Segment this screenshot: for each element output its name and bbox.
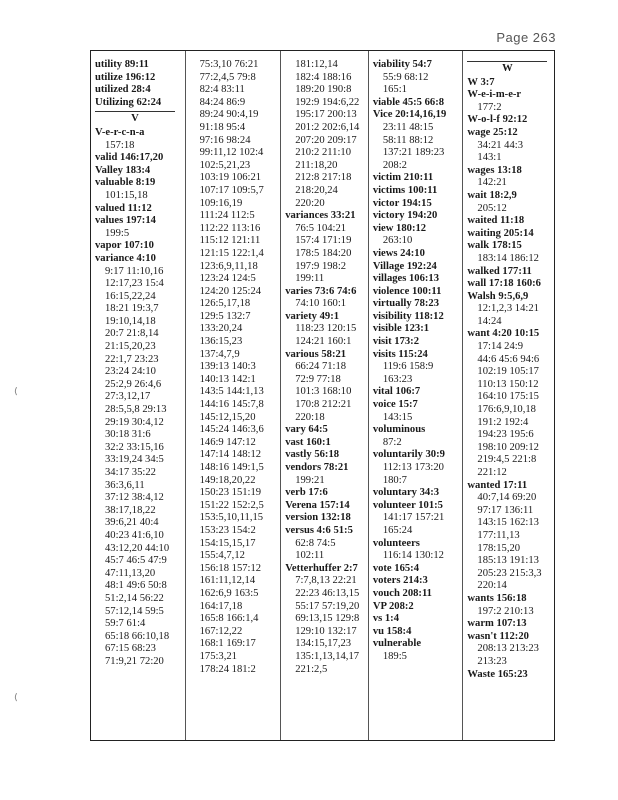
index-page-refs: 189:20 190:8 bbox=[295, 84, 352, 96]
index-page-refs: 137:4,7,9 bbox=[199, 348, 240, 360]
index-page-refs: 181:12,14 bbox=[295, 59, 338, 70]
index-page-refs: 91:18 95:4 bbox=[199, 121, 246, 133]
index-page-refs: 177:2 bbox=[477, 101, 502, 113]
index-page-refs: 14:24 bbox=[477, 315, 502, 327]
index-page-refs: 124:21 160:1 bbox=[295, 336, 352, 348]
index-term-entry: verb 17:6 bbox=[285, 487, 328, 499]
index-page-refs: 194:23 195:6 bbox=[477, 429, 534, 441]
index-page-refs: 115:12 121:11 bbox=[199, 235, 261, 247]
index-page-refs: 22:23 46:13,15 bbox=[295, 587, 360, 599]
index-page-refs: 163:23 bbox=[382, 373, 413, 385]
index-page-refs: 37:12 38:4,12 bbox=[105, 492, 164, 504]
index-page-refs: 199:21 bbox=[295, 474, 325, 486]
index-page-refs: 191:2 192:4 bbox=[477, 416, 529, 428]
section-letter-heading: W bbox=[467, 61, 547, 76]
index-page-refs: 143:1 bbox=[477, 152, 502, 164]
index-page-refs: 178:24 181:2 bbox=[199, 663, 256, 675]
index-page-refs: 23:24 24:10 bbox=[105, 366, 156, 378]
index-page-refs: 75:3,10 76:21 bbox=[199, 59, 259, 70]
index-term-entry: volunteer 101:5 bbox=[372, 499, 443, 511]
index-term-entry: visit 173:2 bbox=[372, 336, 420, 348]
index-page-refs: 39:6,21 40:4 bbox=[105, 517, 159, 529]
index-term-entry: vast 160:1 bbox=[285, 436, 331, 448]
index-term-entry: variances 33:21 bbox=[285, 210, 356, 222]
index-term-entry: violence 100:11 bbox=[372, 285, 442, 297]
index-column-1 bbox=[91, 51, 185, 740]
index-page-refs: 47:11,13,20 bbox=[105, 567, 156, 579]
index-page-refs: 34:21 44:3 bbox=[477, 139, 524, 151]
index-page-refs: 57:12,14 59:5 bbox=[105, 605, 164, 617]
index-term-entry: wages 13:18 bbox=[467, 164, 522, 176]
index-page-refs: 58:11 88:12 bbox=[382, 134, 434, 146]
index-term-entry: wasn't 112:20 bbox=[467, 630, 529, 642]
index-term-entry: valued 11:12 bbox=[95, 202, 152, 214]
index-page-refs: 180:7 bbox=[382, 474, 407, 486]
index-term-entry: Walsh 9:5,6,9 bbox=[467, 290, 529, 302]
index-term-entry: volunteers bbox=[372, 537, 420, 549]
index-page-refs: 102:11 bbox=[295, 550, 325, 562]
index-term-entry: utilized 28:4 bbox=[95, 84, 151, 96]
index-page-refs: 157:18 bbox=[105, 139, 135, 151]
index-term-entry: wants 156:18 bbox=[467, 592, 527, 604]
index-column-4 bbox=[368, 51, 463, 740]
index-page-refs: 201:2 202:6,14 bbox=[295, 121, 360, 133]
index-page-refs: 205:23 215:3,3 bbox=[477, 567, 542, 579]
index-page-refs: 67:15 68:23 bbox=[105, 643, 156, 655]
index-page-refs: 99:11,12 102:4 bbox=[199, 147, 264, 159]
index-page-refs: 121:15 122:1,4 bbox=[199, 247, 264, 259]
index-page-refs: 72:9 77:18 bbox=[295, 373, 341, 385]
index-term-entry: W 3:7 bbox=[467, 76, 495, 88]
index-page-refs: 48:1 49:6 50:8 bbox=[105, 580, 167, 592]
index-page-refs: 148:16 149:1,5 bbox=[199, 462, 264, 473]
index-page-refs: 77:2,4,5 79:8 bbox=[199, 71, 256, 83]
index-term-entry: waiting 205:14 bbox=[467, 227, 534, 239]
index-page-refs: 55:17 57:19,20 bbox=[295, 600, 360, 612]
index-page-refs: 220:20 bbox=[295, 197, 325, 209]
index-term-entry: V-e-r-c-n-a bbox=[95, 126, 145, 138]
index-page-refs: 16:15,22,24 bbox=[105, 290, 156, 302]
index-page-refs: 27:3,12,17 bbox=[105, 391, 151, 403]
index-page-refs: 40:7,14 69:20 bbox=[477, 492, 537, 504]
index-term-entry: villages 106:13 bbox=[372, 273, 440, 285]
index-page-refs: 135:1,13,14,17 bbox=[295, 650, 360, 662]
index-term-entry: vary 64:5 bbox=[285, 424, 328, 436]
index-term-entry: varies 73:6 74:6 bbox=[285, 285, 357, 297]
index-term-entry: VP 208:2 bbox=[372, 600, 414, 612]
index-term-entry: voluntary 34:3 bbox=[372, 487, 440, 499]
index-page-refs: 101:3 168:10 bbox=[295, 386, 352, 398]
index-page-refs: 109:16,19 bbox=[199, 197, 243, 209]
index-term-entry: vs 1:4 bbox=[372, 613, 400, 625]
index-term-entry: voters 214:3 bbox=[372, 575, 428, 587]
index-term-entry: versus 4:6 51:5 bbox=[285, 524, 353, 536]
index-page-refs: 36:3,6,11 bbox=[105, 479, 145, 491]
index-term-entry: want 4:20 10:15 bbox=[467, 328, 540, 340]
index-term-entry: W-o-l-f 92:12 bbox=[467, 114, 528, 126]
index-page-refs: 9:17 11:10,16 bbox=[105, 265, 164, 277]
index-page-refs: 199:5 bbox=[105, 227, 130, 239]
index-term-entry: wage 25:12 bbox=[467, 126, 518, 138]
index-page-refs: 21:15,20,23 bbox=[105, 341, 156, 353]
index-page-refs: 112:22 113:16 bbox=[199, 222, 261, 234]
index-page-refs: 136:15,23 bbox=[199, 336, 243, 348]
index-page-refs: 71:9,21 72:20 bbox=[105, 655, 164, 667]
index-page-refs: 123:6,9,11,18 bbox=[199, 260, 258, 272]
index-column-3 bbox=[280, 51, 368, 740]
index-page-refs: 146:9 147:12 bbox=[199, 436, 256, 448]
index-page-refs: 126:5,17,18 bbox=[199, 298, 251, 310]
index-page-refs: 111:24 112:5 bbox=[199, 210, 255, 222]
index-page-refs: 142:21 bbox=[477, 177, 507, 189]
index-page-refs: 12:1,2,3 14:21 bbox=[477, 303, 539, 315]
index-page-refs: 165:1 bbox=[382, 84, 407, 96]
index-page-refs: 12:17,23 15:4 bbox=[105, 278, 164, 290]
index-page-refs: 213:23 bbox=[477, 655, 507, 667]
index-page-refs: 102:19 105:17 bbox=[477, 366, 539, 378]
index-term-entry: waited 11:18 bbox=[467, 215, 525, 227]
index-page-refs: 32:2 33:15,16 bbox=[105, 441, 164, 453]
index-term-entry: voluntarily 30:9 bbox=[372, 449, 445, 461]
index-page-refs: 153:23 154:2 bbox=[199, 524, 256, 536]
page-number: Page 263 bbox=[496, 30, 556, 45]
index-page-refs: 164:10 175:15 bbox=[477, 391, 539, 403]
index-page-refs: 118:23 120:15 bbox=[295, 323, 357, 335]
index-term-entry: voice 15:7 bbox=[372, 399, 418, 411]
index-term-entry: vouch 208:11 bbox=[372, 587, 432, 599]
index-page-refs: 87:2 bbox=[382, 436, 402, 448]
index-page-refs: 129:5 132:7 bbox=[199, 310, 251, 322]
index-page-refs: 101:15,18 bbox=[105, 189, 148, 201]
index-term-entry: Utilizing 62:24 bbox=[95, 96, 162, 108]
index-term-entry: W-e-i-m-e-r bbox=[467, 89, 522, 101]
index-term-entry: wait 18:2,9 bbox=[467, 189, 517, 201]
index-page-refs: 62:8 74:5 bbox=[295, 537, 336, 549]
index-page-refs: 207:20 209:17 bbox=[295, 134, 357, 146]
index-page-refs: 33:19,24 34:5 bbox=[105, 454, 164, 466]
index-page-refs: 221:12 bbox=[477, 467, 507, 478]
index-page-refs: 221:2,5 bbox=[295, 663, 328, 675]
index-page-refs: 143:5 144:1,13 bbox=[199, 386, 264, 398]
index-page-refs: 178:5 184:20 bbox=[295, 247, 352, 259]
index-page-refs: 220:14 bbox=[477, 580, 507, 592]
index-term-entry: visits 115:24 bbox=[372, 348, 428, 360]
index-page-refs: 84:24 86:9 bbox=[199, 96, 246, 108]
index-term-entry: vote 165:4 bbox=[372, 562, 419, 574]
index-term-entry: Waste 165:23 bbox=[467, 668, 528, 680]
index-page-refs: 139:13 140:3 bbox=[199, 361, 256, 373]
index-term-entry: virtually 78:23 bbox=[372, 298, 440, 310]
index-page-refs: 76:5 104:21 bbox=[295, 222, 347, 234]
index-page-refs: 40:23 41:6,10 bbox=[105, 529, 164, 541]
index-page-refs: 192:9 194:6,22 bbox=[295, 96, 360, 108]
index-page-refs: 43:12,20 44:10 bbox=[105, 542, 170, 554]
index-term-entry: victory 194:20 bbox=[372, 210, 438, 222]
index-page-refs: 23:11 48:15 bbox=[382, 121, 434, 133]
index-page-refs: 134:15,17,23 bbox=[295, 638, 352, 650]
index-page-refs: 165:8 166:1,4 bbox=[199, 613, 259, 625]
index-page-refs: 97:16 98:24 bbox=[199, 134, 251, 146]
index-term-entry: visible 123:1 bbox=[372, 323, 430, 335]
index-page-refs: 219:4,5 221:8 bbox=[477, 454, 537, 466]
index-term-entry: variety 49:1 bbox=[285, 310, 340, 322]
index-page-refs: 210:2 211:10 bbox=[295, 147, 352, 159]
index-page-refs: 185:13 191:13 bbox=[477, 555, 539, 567]
index-term-entry: Valley 183:4 bbox=[95, 164, 151, 176]
index-page-refs: 208:13 213:23 bbox=[477, 643, 539, 655]
index-page-refs: 97:17 136:11 bbox=[477, 504, 534, 516]
index-page-refs: 112:13 173:20 bbox=[382, 462, 444, 473]
index-term-entry: various 58:21 bbox=[285, 348, 347, 360]
index-page-refs: 34:17 35:22 bbox=[105, 467, 156, 478]
index-table bbox=[90, 50, 555, 741]
index-page-refs: 147:14 148:12 bbox=[199, 449, 262, 461]
index-page-refs: 195:17 200:13 bbox=[295, 109, 357, 121]
index-term-entry: victims 100:11 bbox=[372, 184, 438, 196]
index-page-refs: 103:19 106:21 bbox=[199, 172, 262, 184]
index-page-refs: 162:6,9 163:5 bbox=[199, 587, 259, 599]
index-page-refs: 129:10 132:17 bbox=[295, 625, 357, 637]
index-page-refs: 211:18,20 bbox=[295, 159, 338, 171]
index-page-refs: 140:13 142:1 bbox=[199, 373, 256, 385]
index-column-2 bbox=[185, 51, 281, 740]
index-term-entry: Vetterhuffer 2:7 bbox=[285, 562, 358, 574]
index-page-refs: 17:14 24:9 bbox=[477, 341, 524, 353]
index-term-entry: wanted 17:11 bbox=[467, 479, 528, 491]
index-page-refs: 175:3,21 bbox=[199, 650, 237, 662]
index-page-refs: 198:10 209:12 bbox=[477, 441, 539, 453]
index-page-refs: 66:24 71:18 bbox=[295, 361, 347, 373]
index-term-entry: variance 4:10 bbox=[95, 252, 156, 264]
margin-mark: ⟨ bbox=[14, 386, 18, 396]
index-page-refs: 164:17,18 bbox=[199, 600, 243, 612]
index-page-refs: 176:6,9,10,18 bbox=[477, 404, 536, 416]
index-page-refs: 102:5,21,23 bbox=[199, 159, 251, 171]
index-page-refs: 177:11,13 bbox=[477, 529, 520, 541]
index-page-refs: 69:13,15 129:8 bbox=[295, 613, 360, 625]
index-term-entry: voluminous bbox=[372, 424, 426, 436]
index-page-refs: 7:7,8,13 22:21 bbox=[295, 575, 357, 587]
index-page-refs: 151:22 152:2,5 bbox=[199, 499, 264, 511]
index-term-entry: valid 146:17,20 bbox=[95, 152, 164, 164]
index-page-refs: 45:7 46:5 47:9 bbox=[105, 555, 167, 567]
index-term-entry: utilize 196:12 bbox=[95, 71, 156, 83]
index-page-refs: 144:16 145:7,8 bbox=[199, 399, 264, 411]
index-term-entry: victim 210:11 bbox=[372, 172, 434, 184]
index-page-refs: 155:4,7,12 bbox=[199, 550, 245, 562]
index-term-entry: utility 89:11 bbox=[95, 59, 149, 70]
index-term-entry: vapor 107:10 bbox=[95, 240, 154, 252]
index-page-refs: 218:20,24 bbox=[295, 184, 338, 196]
index-term-entry: walk 178:15 bbox=[467, 240, 522, 252]
index-page-refs: 107:17 109:5,7 bbox=[199, 184, 264, 196]
index-term-entry: victor 194:15 bbox=[372, 197, 432, 209]
index-page-refs: 199:11 bbox=[295, 273, 325, 285]
index-page-refs: 65:18 66:10,18 bbox=[105, 630, 170, 642]
section-letter-heading: V bbox=[95, 111, 175, 126]
index-term-entry: view 180:12 bbox=[372, 222, 427, 234]
index-page-refs: 133:20,24 bbox=[199, 323, 243, 335]
index-term-entry: values 197:14 bbox=[95, 215, 156, 227]
index-term-entry: vu 158:4 bbox=[372, 625, 412, 637]
index-page-refs: 25:2,9 26:4,6 bbox=[105, 378, 162, 390]
index-term-entry: walked 177:11 bbox=[467, 265, 532, 277]
index-page-refs: 197:2 210:13 bbox=[477, 605, 534, 617]
index-page-refs: 263:10 bbox=[382, 235, 413, 247]
index-term-entry: viable 45:5 66:8 bbox=[372, 96, 445, 108]
index-page-refs: 197:9 198:2 bbox=[295, 260, 347, 272]
index-page-refs: 119:6 158:9 bbox=[382, 361, 434, 373]
index-term-entry: Verena 157:14 bbox=[285, 499, 350, 511]
index-term-entry: vastly 56:18 bbox=[285, 449, 340, 461]
index-term-entry: valuable 8:19 bbox=[95, 177, 156, 189]
index-term-entry: visibility 118:12 bbox=[372, 310, 444, 322]
index-page-refs: 170:8 212:21 bbox=[295, 399, 352, 411]
index-page-refs: 137:21 189:23 bbox=[382, 147, 445, 159]
index-page-refs: 220:18 bbox=[295, 411, 325, 423]
index-page-refs: 30:18 31:6 bbox=[105, 429, 151, 441]
index-page-refs: 19:10,14,18 bbox=[105, 315, 156, 327]
index-page-refs: 154:15,15,17 bbox=[199, 537, 256, 549]
index-page-refs: 44:6 45:6 94:6 bbox=[477, 353, 540, 365]
index-term-entry: Village 192:24 bbox=[372, 260, 437, 272]
index-page-refs: 74:10 160:1 bbox=[295, 298, 347, 310]
index-page-refs: 116:14 130:12 bbox=[382, 550, 444, 562]
index-term-entry: viability 54:7 bbox=[372, 59, 432, 70]
index-page-refs: 183:14 186:12 bbox=[477, 252, 539, 264]
index-page-refs: 89:24 90:4,19 bbox=[199, 109, 259, 121]
index-page-refs: 82:4 83:11 bbox=[199, 84, 245, 96]
index-term-entry: vendors 78:21 bbox=[285, 462, 349, 473]
index-term-entry: vital 106:7 bbox=[372, 386, 421, 398]
index-term-entry: warm 107:13 bbox=[467, 618, 527, 630]
index-page-refs: 145:24 146:3,6 bbox=[199, 424, 264, 436]
index-term-entry: wall 17:18 160:6 bbox=[467, 278, 541, 290]
index-page-refs: 28:5,5,8 29:13 bbox=[105, 404, 167, 416]
index-term-entry: views 24:10 bbox=[372, 247, 425, 259]
index-page-refs: 212:8 217:18 bbox=[295, 172, 352, 184]
index-page-refs: 182:4 188:16 bbox=[295, 71, 352, 83]
index-page-refs: 29:19 30:4,12 bbox=[105, 416, 164, 428]
index-page-refs: 143:15 162:13 bbox=[477, 517, 539, 529]
index-term-entry: Vice 20:14,16,19 bbox=[372, 109, 447, 121]
index-page-refs: 123:24 124:5 bbox=[199, 273, 256, 285]
index-page-refs: 157:4 171:19 bbox=[295, 235, 352, 247]
index-page-refs: 51:2,14 56:22 bbox=[105, 592, 164, 604]
index-column-5 bbox=[462, 51, 554, 740]
index-page-refs: 20:7 21:8,14 bbox=[105, 328, 159, 340]
index-page-refs: 143:15 bbox=[382, 411, 413, 423]
index-page-refs: 141:17 157:21 bbox=[382, 512, 445, 524]
index-page-refs: 110:13 150:12 bbox=[477, 378, 539, 390]
index-page-refs: 18:21 19:3,7 bbox=[105, 303, 159, 315]
index-page-refs: 150:23 151:19 bbox=[199, 487, 262, 499]
index-page-refs: 59:7 61:4 bbox=[105, 618, 146, 630]
index-page-refs: 189:5 bbox=[382, 650, 407, 662]
index-term-entry: vulnerable bbox=[372, 638, 422, 650]
index-page-refs: 55:9 68:12 bbox=[382, 71, 429, 83]
index-term-entry: version 132:18 bbox=[285, 512, 351, 524]
index-page-refs: 124:20 125:24 bbox=[199, 285, 262, 297]
margin-mark: ⟨ bbox=[14, 692, 18, 702]
index-page-refs: 208:2 bbox=[382, 159, 407, 171]
index-page-refs: 153:5,10,11,15 bbox=[199, 512, 264, 524]
index-page-refs: 22:1,7 23:23 bbox=[105, 353, 159, 365]
index-page-refs: 156:18 157:12 bbox=[199, 562, 262, 574]
index-page-refs: 149:18,20,22 bbox=[199, 474, 256, 486]
index-page-refs: 178:15,20 bbox=[477, 542, 521, 554]
index-page-refs: 38:17,18,22 bbox=[105, 504, 156, 516]
index-page-refs: 145:12,15,20 bbox=[199, 411, 256, 423]
index-page-refs: 165:24 bbox=[382, 524, 413, 536]
index-page-refs: 168:1 169:17 bbox=[199, 638, 256, 650]
index-page-refs: 167:12,22 bbox=[199, 625, 243, 637]
index-page-refs: 205:12 bbox=[477, 202, 507, 214]
index-page-refs: 161:11,12,14 bbox=[199, 575, 256, 587]
